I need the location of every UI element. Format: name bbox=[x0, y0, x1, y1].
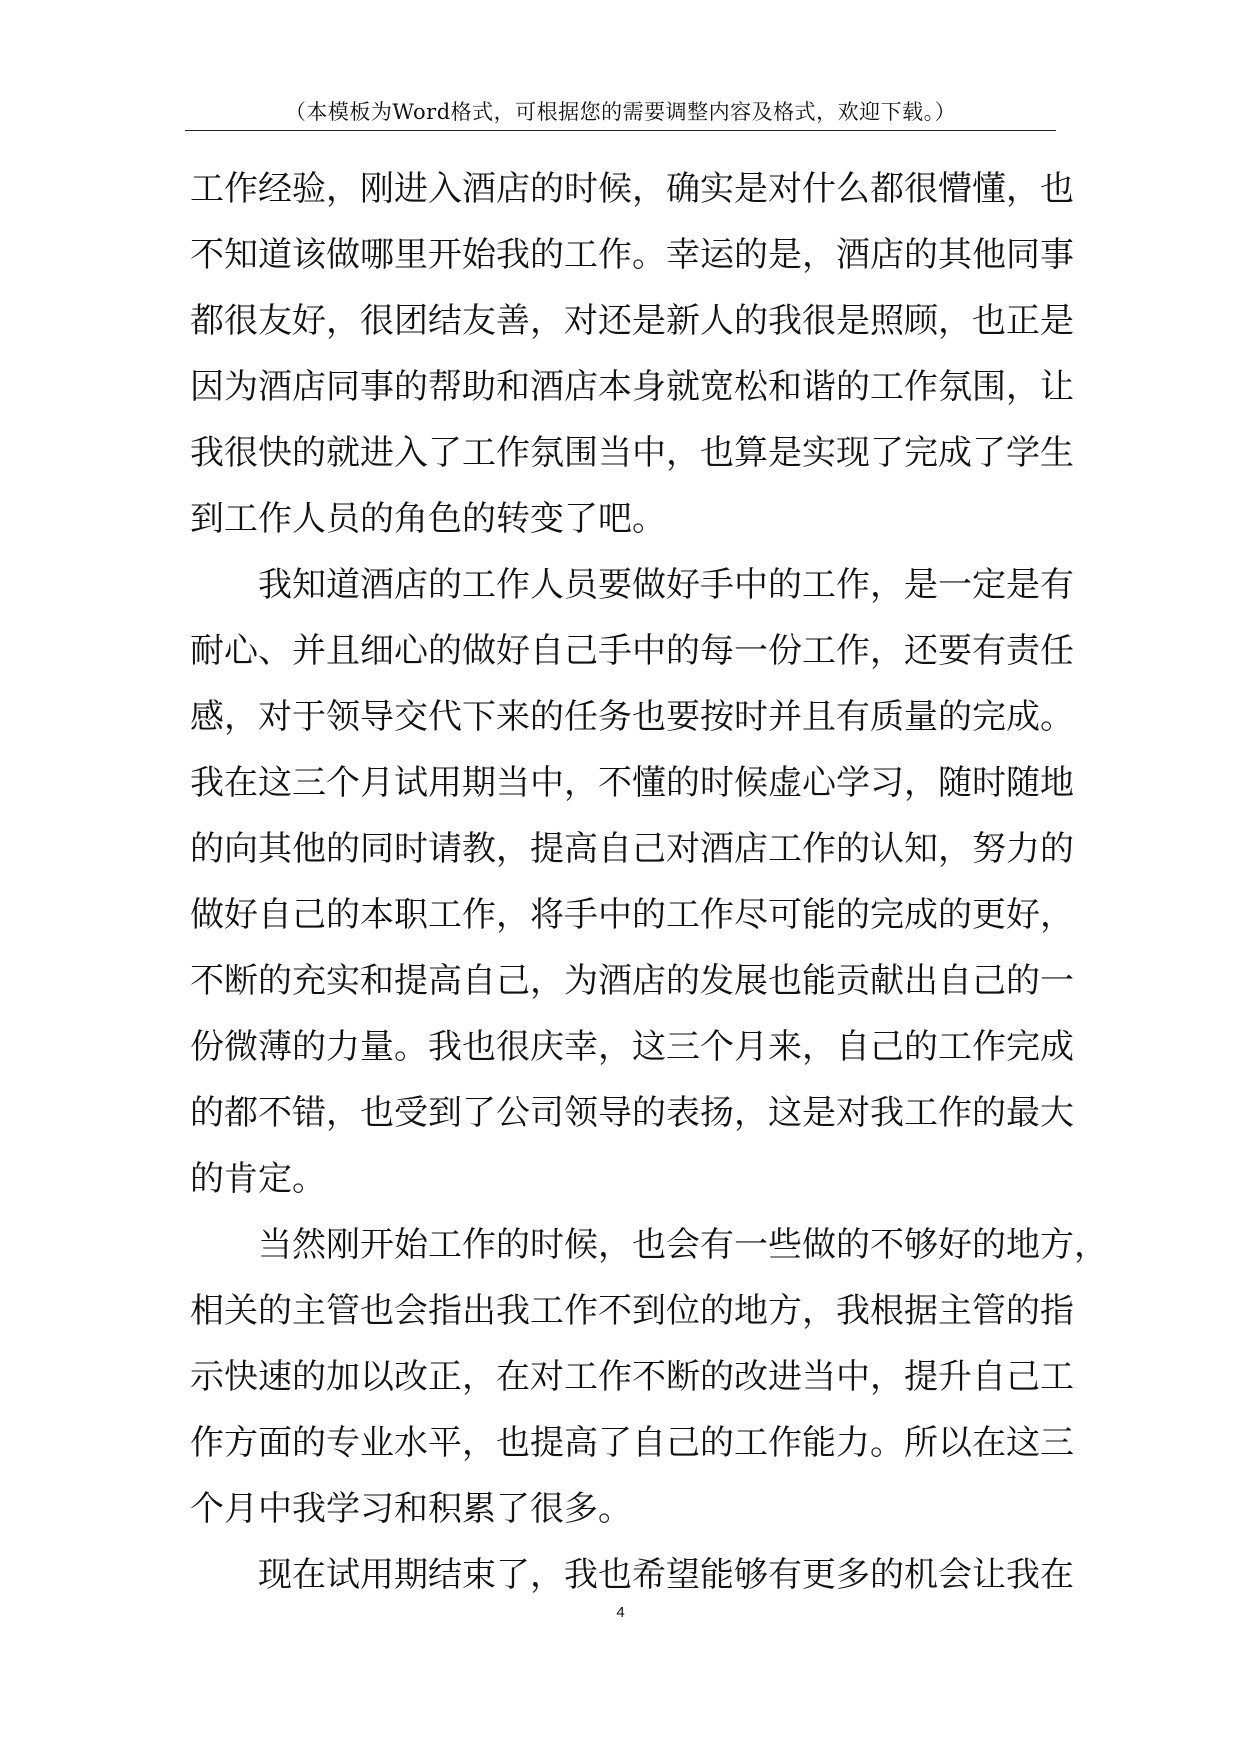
text-line: 的肯定。 bbox=[190, 1159, 326, 1199]
text-line: 感，对于领导交代下来的任务也要按时并且有质量的完成。 bbox=[190, 697, 1074, 737]
text-line: 相关的主管也会指出我工作不到位的地方，我根据主管的指 bbox=[190, 1291, 1074, 1331]
text-line: 我在这三个月试用期当中，不懂的时候虚心学习，随时随地 bbox=[190, 763, 1074, 803]
text-line: 个月中我学习和积累了很多。 bbox=[190, 1489, 632, 1529]
page-number: 4 bbox=[616, 1604, 625, 1621]
text-line: 工作经验，刚进入酒店的时候，确实是对什么都很懵懂，也 bbox=[190, 169, 1074, 209]
text-line: 不断的充实和提高自己，为酒店的发展也能贡献出自己的一 bbox=[190, 961, 1074, 1001]
text-line: 到工作人员的角色的转变了吧。 bbox=[190, 499, 666, 539]
text-line: 示快速的加以改正，在对工作不断的改进当中，提升自己工 bbox=[190, 1357, 1074, 1397]
header-divider bbox=[185, 130, 1056, 131]
text-line: 我很快的就进入了工作氛围当中，也算是实现了完成了学生 bbox=[190, 433, 1074, 473]
text-line: 耐心、并且细心的做好自己手中的每一份工作，还要有责任 bbox=[190, 631, 1074, 671]
body-text bbox=[190, 156, 1108, 1608]
text-line: 的向其他的同时请教，提高自己对酒店工作的认知，努力的 bbox=[190, 829, 1074, 869]
text-line: 当然刚开始工作的时候，也会有一些做的不够好的地方， bbox=[258, 1225, 1108, 1265]
text-line: 做好自己的本职工作，将手中的工作尽可能的完成的更好， bbox=[190, 895, 1074, 935]
text-line: 份微薄的力量。我也很庆幸，这三个月来，自己的工作完成 bbox=[190, 1027, 1074, 1067]
text-line: 的都不错，也受到了公司领导的表扬，这是对我工作的最大 bbox=[190, 1093, 1074, 1133]
text-line: 现在试用期结束了，我也希望能够有更多的机会让我在 bbox=[258, 1555, 1074, 1595]
text-line: 作方面的专业水平，也提高了自己的工作能力。所以在这三 bbox=[190, 1423, 1074, 1463]
text-line: 我知道酒店的工作人员要做好手中的工作，是一定是有 bbox=[258, 565, 1074, 605]
text-line: 因为酒店同事的帮助和酒店本身就宽松和谐的工作氛围，让 bbox=[190, 367, 1074, 407]
page-header: （本模板为Word格式，可根据您的需要调整内容及格式，欢迎下载。） bbox=[284, 100, 957, 124]
text-line: 不知道该做哪里开始我的工作。幸运的是，酒店的其他同事 bbox=[190, 235, 1074, 275]
text-line: 都很友好，很团结友善，对还是新人的我很是照顾，也正是 bbox=[190, 301, 1074, 341]
